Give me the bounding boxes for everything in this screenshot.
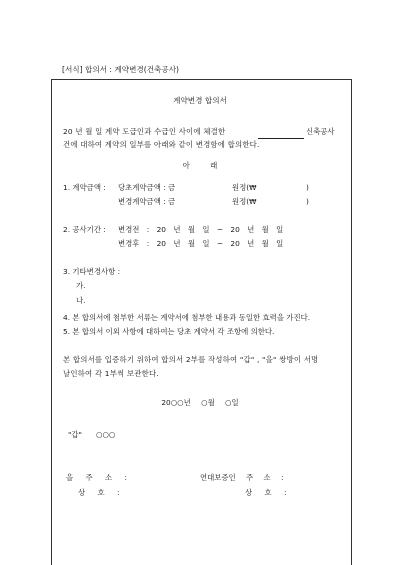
item-amount-label: 1. 계약금액 : bbox=[63, 183, 106, 192]
party-a-label: "갑" bbox=[68, 430, 82, 439]
guarantor-company-label: 상 호 : bbox=[245, 488, 287, 497]
document-title: 계약변경 합의서 bbox=[173, 96, 227, 105]
original-amount-close: ) bbox=[306, 183, 309, 192]
document-date: 20○○년 ○월 ○일 bbox=[161, 398, 239, 407]
other-sub-a: 가. bbox=[76, 281, 86, 290]
original-amount-label: 당초계약금액 : 금 bbox=[118, 183, 176, 192]
changed-amount-close: ) bbox=[306, 197, 309, 206]
intro-line1-end: 신축공사 bbox=[306, 127, 335, 136]
intro-line1: 20 년 월 일 계약 도급인과 수급인 사이에 체결한 bbox=[63, 127, 226, 136]
period-after: 변경후 : 20 년 월 일 ~ 20 년 월 일 bbox=[118, 239, 284, 248]
closing-line2: 날인하여 각 1부씩 보관한다. bbox=[63, 369, 159, 378]
item-4: 4. 본 합의서에 첨부한 서류는 계약서에 첨부한 내용과 동일한 효력을 가진다. bbox=[63, 313, 311, 322]
notice-title: 아 래 bbox=[182, 161, 218, 170]
item-other-label: 3. 기타변경사항 : bbox=[63, 267, 121, 276]
intro-line2: 건에 대하여 계약의 일부를 아래와 같이 변경함에 합의한다. bbox=[63, 140, 260, 149]
item-5: 5. 본 합의서 이외 사항에 대하여는 당초 계약서 각 조항에 의한다. bbox=[63, 327, 275, 336]
changed-amount-label: 변경계약금액 : 금 bbox=[118, 197, 176, 206]
project-name-blank bbox=[258, 138, 304, 139]
period-before: 변경전 : 20 년 월 일 ~ 20 년 월 일 bbox=[118, 225, 284, 234]
changed-amount-value: 원정(₩ bbox=[232, 197, 257, 206]
party-b-address-label: 을 주 소 : bbox=[66, 473, 127, 482]
other-sub-b: 나. bbox=[76, 296, 86, 305]
form-type-label: [서식] 합의서 : 계약변경(건축공사) bbox=[62, 65, 180, 74]
closing-line1: 본 합의서를 입증하기 위하여 합의서 2부를 작성하여 "갑" , "을" 쌍방이 서명 bbox=[63, 355, 319, 364]
guarantor-address-label: 연대보증인 주 소 : bbox=[200, 473, 284, 482]
original-amount-value: 원정(₩ bbox=[232, 183, 257, 192]
item-period-label: 2. 공사기간 : bbox=[63, 225, 106, 234]
party-a-name: ○○○ bbox=[96, 430, 116, 439]
party-b-company-label: 상 호 : bbox=[78, 488, 120, 497]
